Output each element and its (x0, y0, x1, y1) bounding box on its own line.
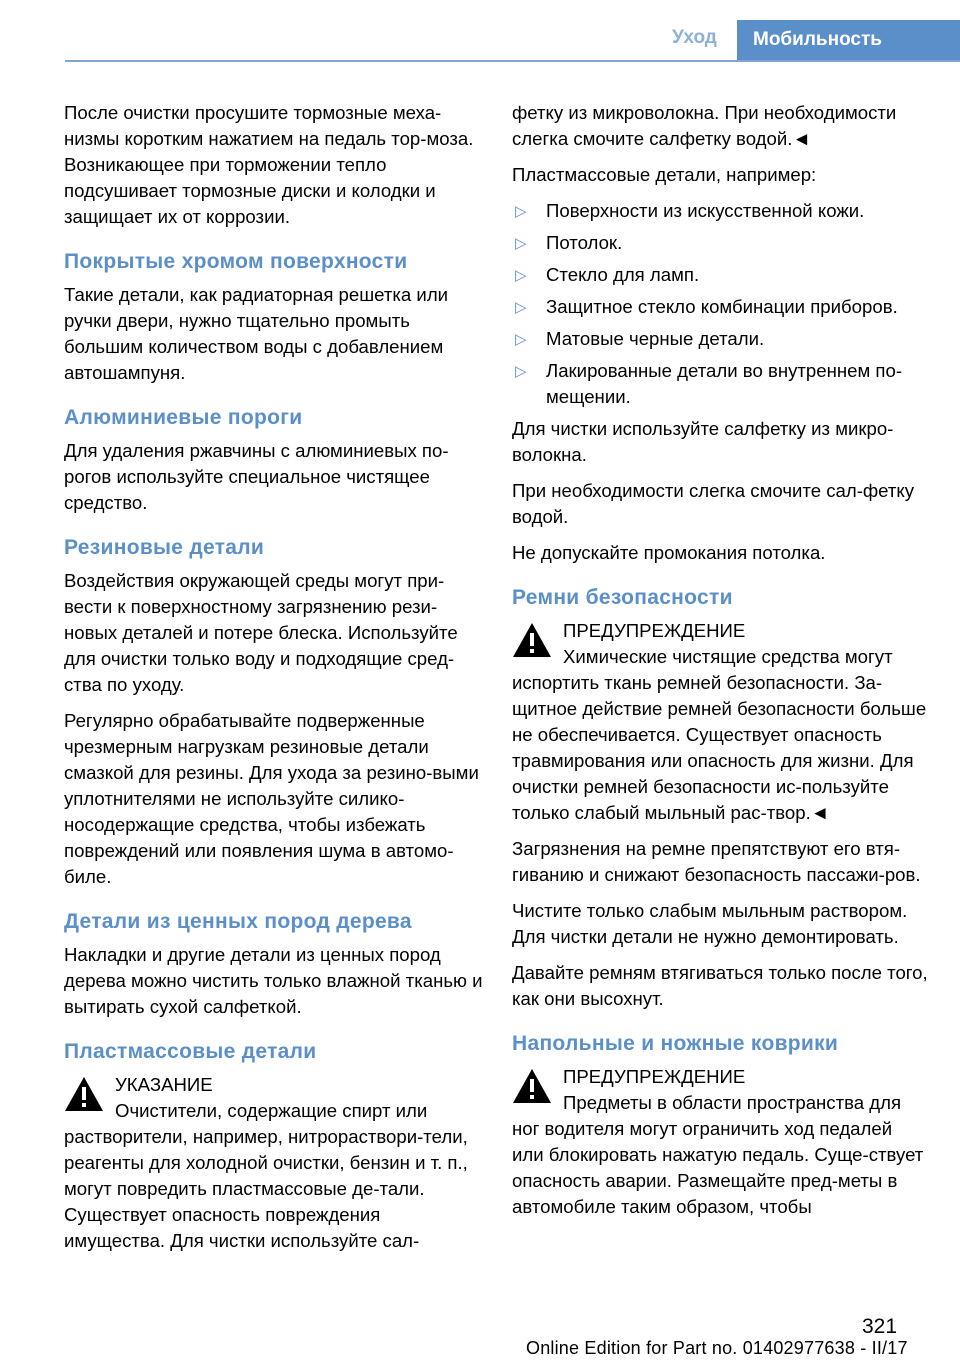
list-item: ▷ Потолок. (512, 230, 928, 256)
list-intro: Пластмассовые детали, например: (512, 164, 817, 185)
paragraph: Накладки и другие детали из ценных пород дерева можно чистить только влажной тканью и вытирать сухой салфеткой. (64, 944, 483, 1017)
bullet-icon: ▷ (515, 363, 527, 380)
section-title-aluminium: Алюминиевые пороги (64, 406, 303, 429)
tab-mobility[interactable]: Мобильность (737, 20, 960, 62)
left-column (64, 100, 484, 1264)
warning-text-first: Химические чистящие средства могут (563, 646, 893, 667)
page-number: 321 (862, 1315, 898, 1338)
bullet-icon: ▷ (515, 267, 527, 284)
paragraph: Воздействия окружающей среды могут при-вести к поверхностному загрязнению рези-новых деталей и потере блеска. Используйте для очистки только воду и подходящие сред-ства по уходу. (64, 570, 458, 695)
warning-box (512, 1064, 928, 1220)
bullet-icon: ▷ (515, 203, 527, 220)
tab-care[interactable]: Уход (672, 27, 717, 48)
paragraph: Для чистки используйте салфетку из микро-волокна. (512, 418, 894, 465)
section-title-wood: Детали из ценных пород дерева (64, 910, 412, 933)
warning-text: ног водителя могут ограничить ход педалей или блокировать нажатую педаль. Суще-ствует опасность аварии. Размещайте пред-меты в автомобиле таким образом, чтобы (512, 1118, 924, 1217)
warning-text: испортить ткань ремней безопасности. За-щитное действие ремней безопасности больше не обеспечивается. Существует опасность травмирования или опасность для жизни. Для очистки ремней безопасности ис-пользуйте только слабый мыльный рас-твор.◄ (512, 672, 927, 823)
section-title-floor-mats: Напольные и ножные коврики (512, 1032, 839, 1055)
list-item: ▷ Стекло для ламп. (512, 262, 928, 288)
right-column (512, 100, 928, 1230)
list-item: ▷ Матовые черные детали. (512, 326, 928, 352)
header-divider (65, 60, 960, 62)
section-title-plastic: Пластмассовые детали (64, 1040, 317, 1063)
warning-box (512, 618, 928, 826)
section-title-rubber: Резиновые детали (64, 536, 265, 559)
list-item: ▷ Защитное стекло комбинации приборов. (512, 294, 928, 320)
notice-text: растворители, например, нитрораствори-тели, реагенты для холодной очистки, бензин и т. п., могут повредить пластмассовые де-тали. Существует опасность повреждения имущества. Для чистки используйте сал- (64, 1126, 468, 1251)
list-item: ▷ Лакированные детали во внутреннем по-мещении. (515, 360, 903, 407)
plastic-parts-list (512, 198, 928, 410)
notice-title: УКАЗАНИЕ (115, 1074, 213, 1095)
paragraph: Давайте ремням втягиваться только после того, как они высохнут. (512, 962, 928, 1009)
paragraph: фетку из микроволокна. При необходимости слегка смочите салфетку водой.◄ (512, 102, 897, 149)
paragraph: При необходимости слегка смочите сал-фетку водой. (512, 480, 915, 527)
paragraph: Для удаления ржавчины с алюминиевых по-рогов используйте специальное чистящее средство. (64, 440, 449, 513)
warning-triangle-icon (512, 622, 552, 658)
notice-box (64, 1072, 484, 1254)
page-header (0, 0, 960, 62)
paragraph: Такие детали, как радиаторная решетка или ручки двери, нужно тщательно промыть большим количеством воды с добавлением автошампуня. (64, 284, 449, 383)
bullet-icon: ▷ (515, 235, 527, 252)
warning-title: ПРЕДУПРЕЖДЕНИЕ (563, 620, 746, 641)
bullet-icon: ▷ (515, 299, 527, 316)
bullet-icon: ▷ (515, 331, 527, 348)
paragraph: Чистите только слабым мыльным раствором. Для чистки детали не нужно демонтировать. (512, 900, 908, 947)
intro-paragraph: После очистки просушите тормозные меха-низмы коротким нажатием на педаль тор-моза. Возникающее при торможении тепло подсушивает тормозные диски и колодки и защищает их от коррозии. (64, 102, 474, 227)
paragraph: Не допускайте промокания потолка. (512, 542, 826, 563)
paragraph: Загрязнения на ремне препятствуют его втя-гиванию и снижают безопасность пассажи-ров. (512, 838, 921, 885)
paragraph: Регулярно обрабатывайте подверженные чрезмерным нагрузкам резиновые детали смазкой для резины. Для ухода за резино-выми уплотнителями не используйте силико-носодержащие средства, чтобы избежать повреждений или появления шума в автомо-биле. (64, 710, 479, 887)
section-title-chrome: Покрытые хромом поверхности (64, 250, 408, 273)
warning-text-first: Предметы в области пространства для (563, 1092, 902, 1113)
warning-title: ПРЕДУПРЕЖДЕНИЕ (563, 1066, 746, 1087)
section-title-seatbelts: Ремни безопасности (512, 586, 733, 609)
notice-text-first: Очистители, содержащие спирт или (115, 1100, 428, 1121)
warning-triangle-icon (512, 1068, 552, 1104)
list-item: ▷ Поверхности из искусственной кожи. (512, 198, 928, 224)
footer-edition: Online Edition for Part no. 01402977638 - II/17 (526, 1338, 908, 1358)
warning-triangle-icon (64, 1076, 104, 1112)
